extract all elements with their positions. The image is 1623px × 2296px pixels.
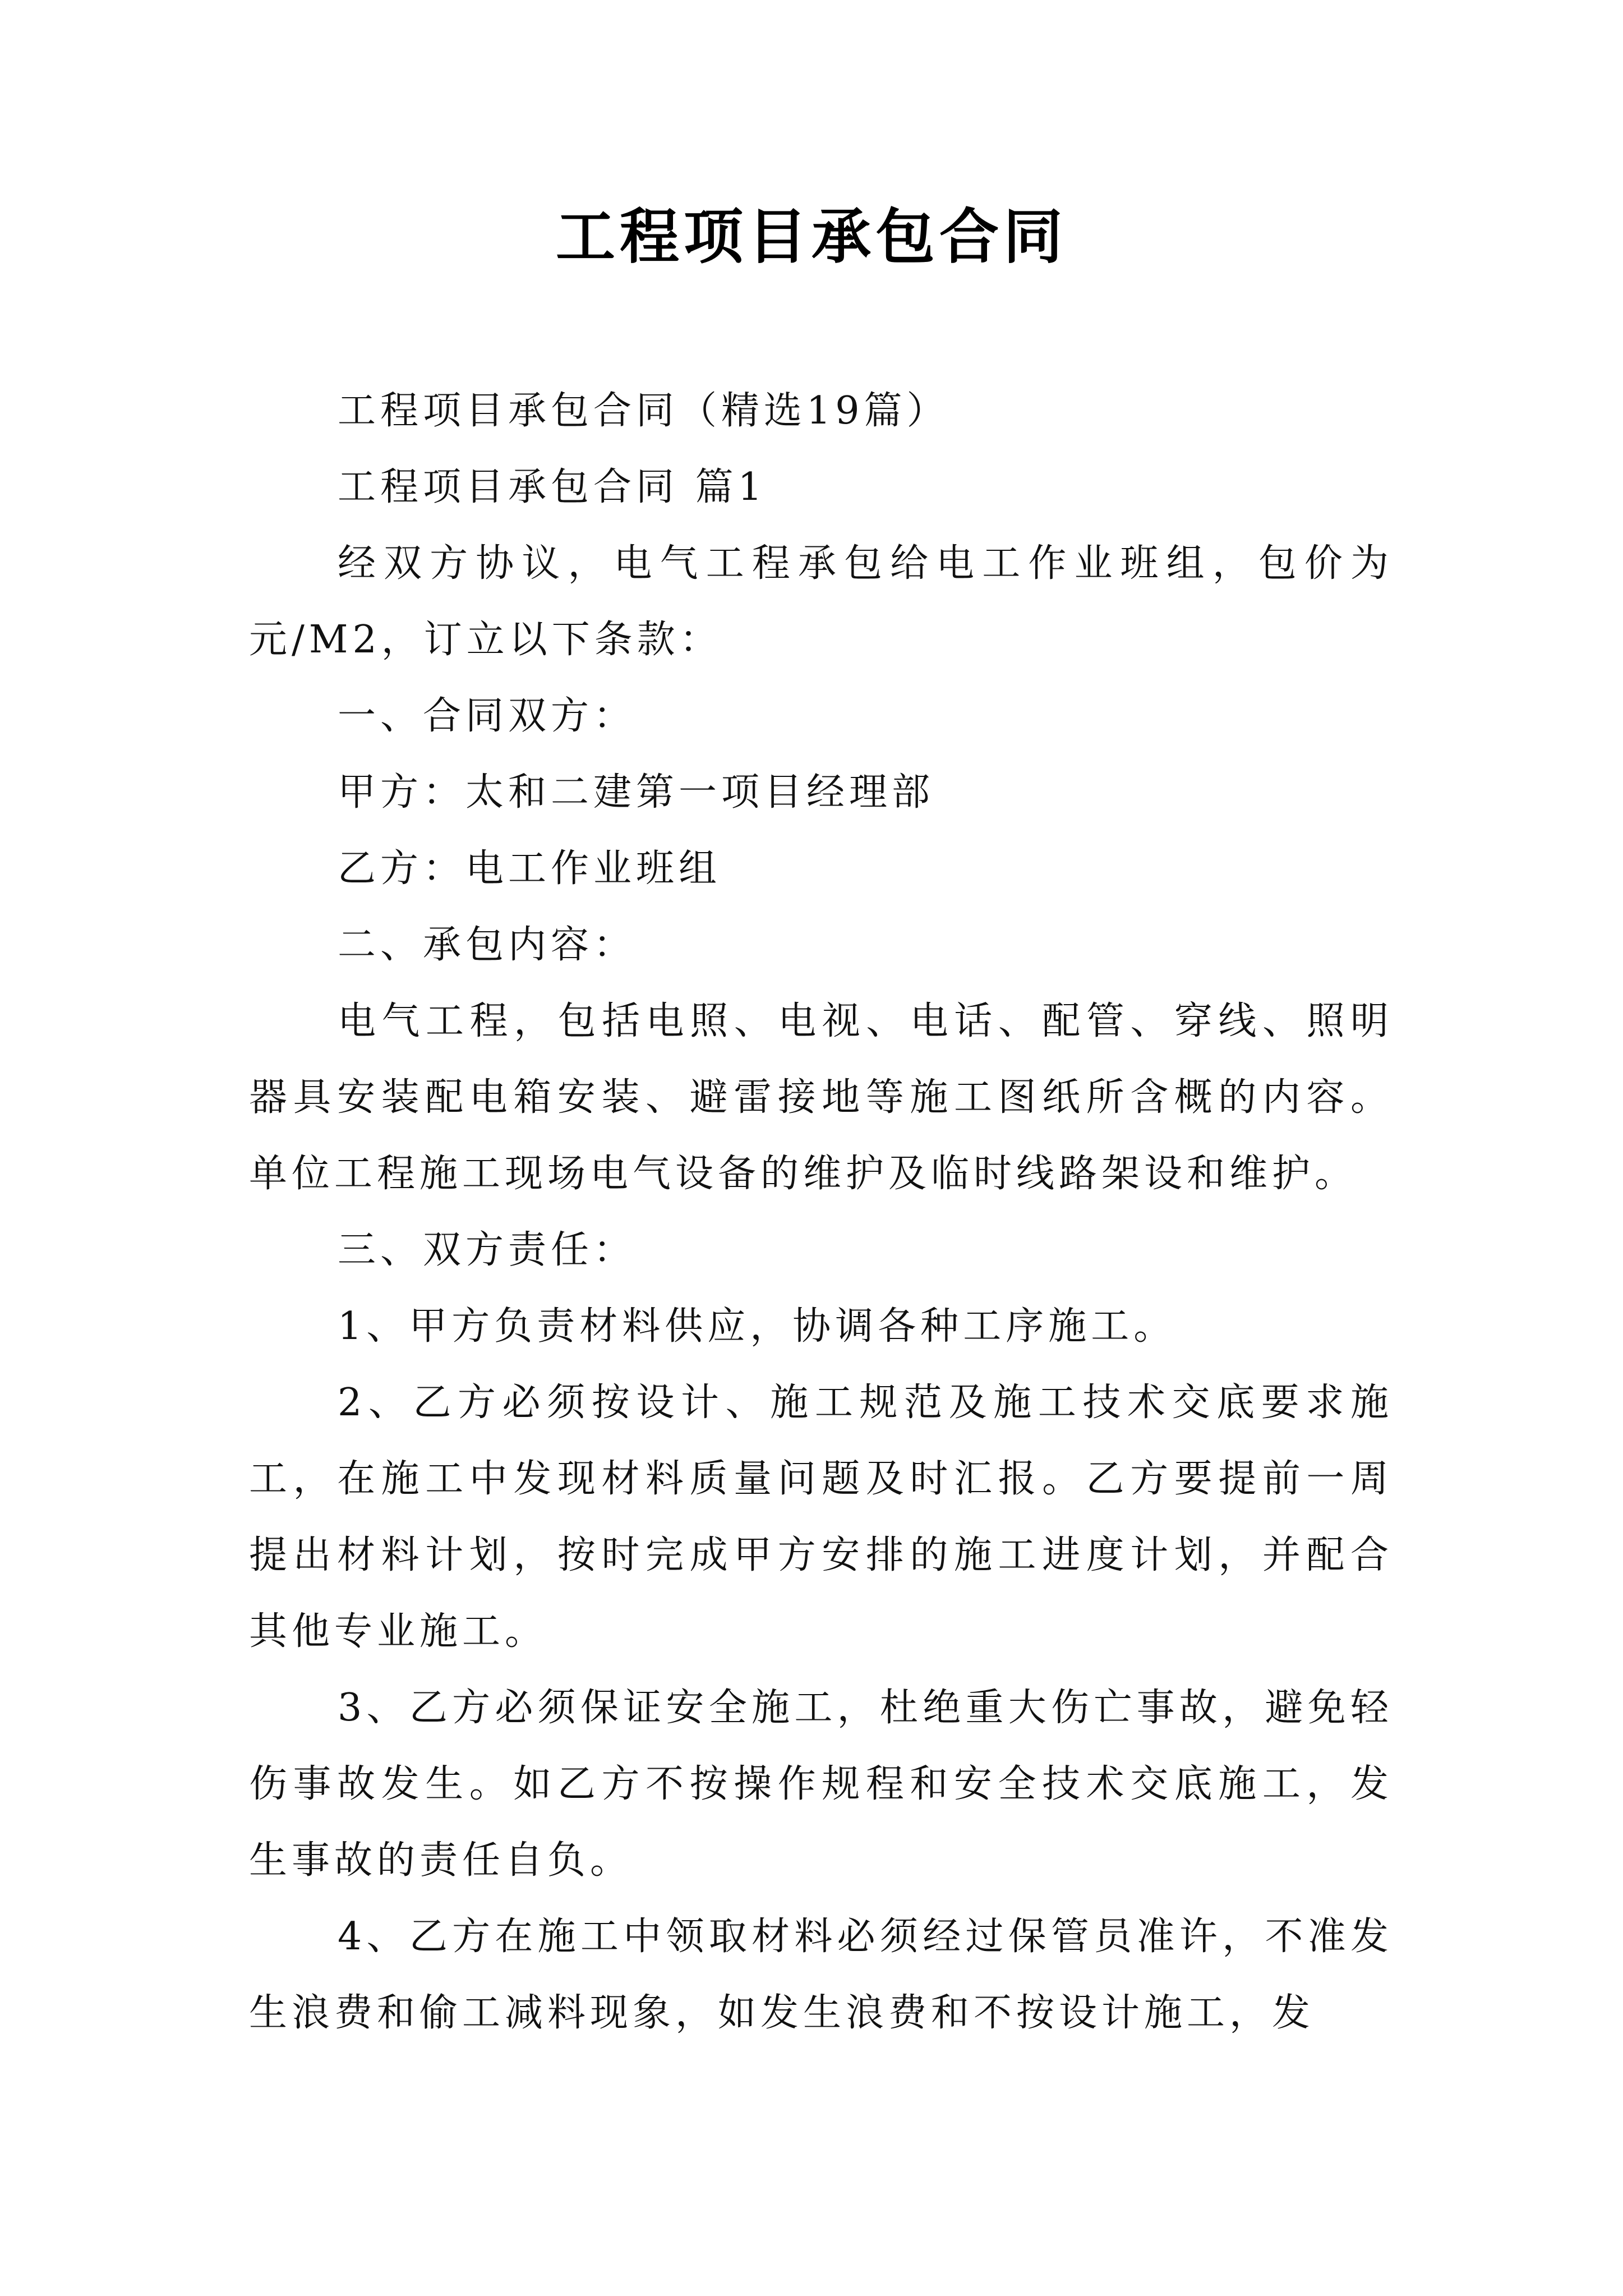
paragraph-section-heading: 工程项目承包合同 篇1	[338, 465, 767, 509]
paragraph-scope-content: 电气工程，包括电照、电视、电话、配管、穿线、照明器具安装配电箱安装、避雷接地等施工图纸所含概的内容。单位工程施工现场电气设备的维护及临时线路架设和维护。	[249, 999, 1393, 1196]
document-body	[249, 373, 1393, 2051]
paragraph-clause-1: 1、甲方负责材料供应，协调各种工序施工。	[338, 1304, 1177, 1349]
paragraph-clause-4: 4、乙方在施工中领取材料必须经过保管员准许，不准发生浪费和偷工减料现象，如发生浪费和不按设计施工，发	[249, 1915, 1393, 2035]
paragraph-responsibility-heading: 三、双方责任：	[338, 1228, 637, 1272]
paragraph-parties-heading: 一、合同双方：	[338, 694, 637, 738]
paragraph-party-a: 甲方：太和二建第一项目经理部	[338, 770, 935, 815]
paragraph-clause-2: 2、乙方必须按设计、施工规范及施工技术交底要求施工，在施工中发现材料质量问题及时汇报。乙方要提前一周提出材料计划，按时完成甲方安排的施工进度计划，并配合其他专业施工。	[249, 1381, 1393, 1654]
document-title: 工程项目承包合同	[556, 201, 1067, 272]
paragraph-intro: 经双方协议，电气工程承包给电工作业班组，包价为元/M2，订立以下条款：	[249, 541, 1393, 662]
paragraph-scope-heading: 二、承包内容：	[338, 923, 637, 967]
paragraph-subtitle: 工程项目承包合同（精选19篇）	[338, 389, 949, 433]
paragraph-party-b: 乙方：电工作业班组	[338, 846, 722, 891]
paragraph-clause-3: 3、乙方必须保证安全施工，杜绝重大伤亡事故，避免轻伤事故发生。如乙方不按操作规程和安全技术交底施工，发生事故的责任自负。	[249, 1686, 1393, 1883]
